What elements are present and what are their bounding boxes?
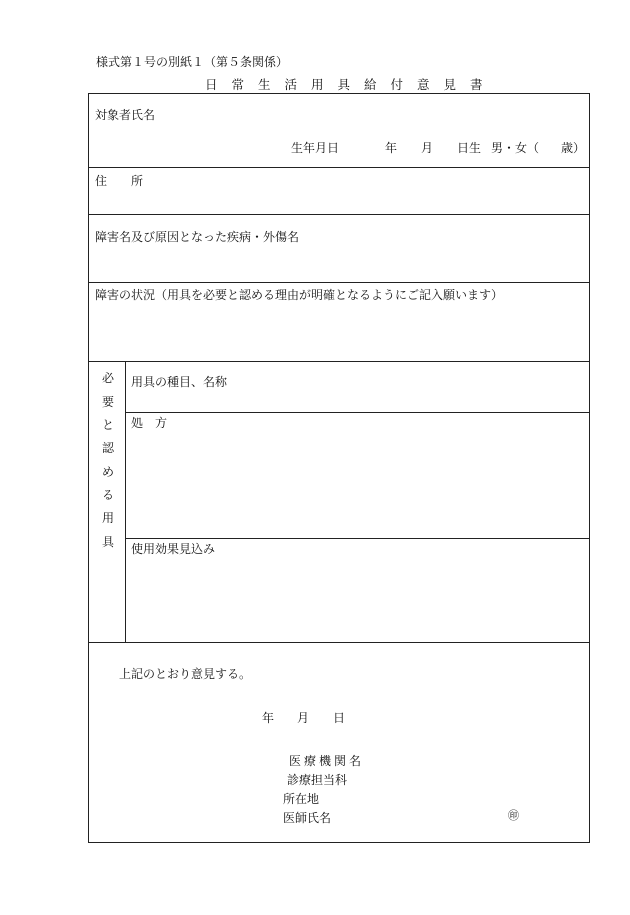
opinion-day-label: 日 [333, 711, 346, 725]
equipment-side-label-char: 要 [102, 395, 115, 409]
row-divider [89, 642, 589, 643]
dob-year-label: 年 [385, 141, 398, 155]
department-label: 診療担当科 [287, 773, 348, 787]
row-divider [89, 282, 589, 283]
seal-mark: ㊞ [508, 809, 519, 822]
row-divider [125, 412, 589, 413]
equipment-side-label-char: 具 [102, 535, 115, 549]
doctor-name-label: 医師氏名 [283, 811, 332, 825]
prescription-label: 処 方 [131, 416, 168, 430]
row-divider [125, 538, 589, 539]
dob-day-label: 日生 [457, 141, 482, 155]
form-code: 様式第１号の別紙１（第５条関係） [96, 55, 289, 69]
equipment-side-label-char: 必 [102, 371, 115, 385]
equipment-side-label-char: る [102, 488, 115, 502]
dob-label: 生年月日 [291, 141, 340, 155]
subject-name-label: 対象者氏名 [95, 108, 156, 122]
row-divider [89, 361, 589, 362]
sex-label: 男・女（ [491, 141, 540, 155]
expected-effect-label: 使用効果見込み [131, 542, 216, 556]
age-label: 歳） [561, 141, 586, 155]
row-divider [89, 214, 589, 215]
equipment-type-label: 用具の種目、名称 [131, 375, 228, 389]
address-label: 住 所 [95, 174, 144, 188]
row-divider [89, 167, 589, 168]
column-divider [125, 361, 126, 642]
dob-month-label: 月 [421, 141, 434, 155]
equipment-side-label-char: と [102, 418, 115, 432]
equipment-side-label-char: め [102, 465, 115, 479]
equipment-side-label-char: 認 [102, 441, 115, 455]
equipment-side-label-char: 用 [102, 511, 115, 525]
form-table [88, 93, 590, 843]
opinion-statement: 上記のとおり意見する。 [119, 667, 252, 681]
institution-label: 医療機関名 [289, 754, 365, 768]
opinion-month-label: 月 [297, 711, 310, 725]
location-label: 所在地 [283, 792, 320, 806]
disability-name-label: 障害名及び原因となった疾病・外傷名 [95, 230, 300, 244]
opinion-year-label: 年 [262, 711, 275, 725]
disability-status-label: 障害の状況（用具を必要と認める理由が明確となるようにご記入願います） [95, 288, 504, 302]
document-title: 日常生活用具給付意見書 [205, 77, 497, 92]
